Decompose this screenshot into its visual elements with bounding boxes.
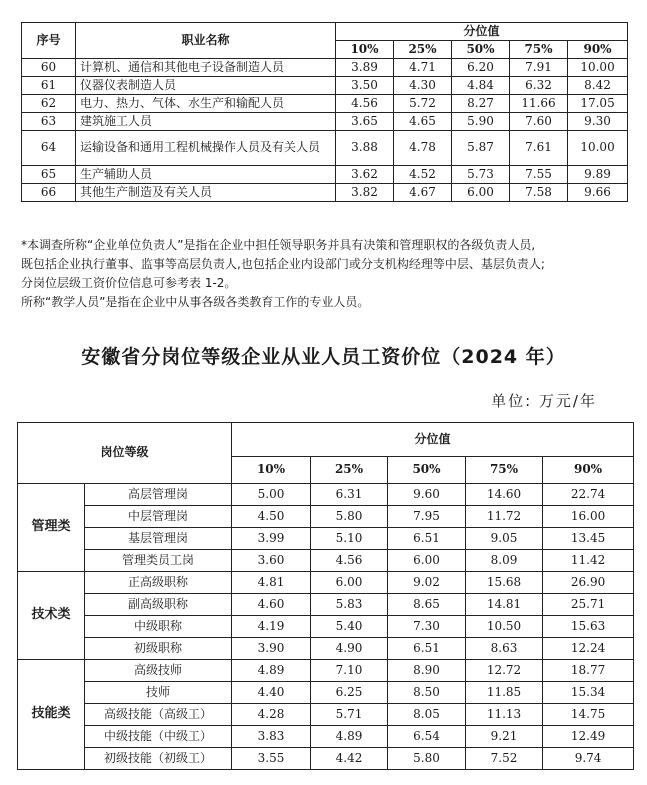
table-row: [18, 506, 634, 528]
header2-p50: 50%: [388, 457, 466, 484]
value-cell: 8.50: [388, 682, 466, 704]
value-cell: 4.67: [394, 184, 452, 202]
header-p10: 10%: [336, 41, 394, 59]
level-name-cell: 初级职称: [85, 638, 232, 660]
value-cell: 3.60: [232, 550, 311, 572]
table-row: [18, 528, 634, 550]
occupation-cell: 计算机、通信和其他电子设备制造人员: [76, 59, 336, 77]
value-cell: 3.62: [336, 166, 394, 184]
value-cell: 5.90: [452, 113, 510, 131]
value-cell: 3.89: [336, 59, 394, 77]
level-name-cell: 中级技能（中级工）: [85, 726, 232, 748]
table-row: [22, 113, 628, 131]
occupation-cell: 运输设备和通用工程机械操作人员及有关人员: [76, 131, 336, 166]
occupation-cell: 电力、热力、气体、水生产和输配人员: [76, 95, 336, 113]
level-name-cell: 管理类员工岗: [85, 550, 232, 572]
value-cell: 9.66: [568, 184, 628, 202]
level-name-cell: 正高级职称: [85, 572, 232, 594]
value-cell: 6.20: [452, 59, 510, 77]
table-row: [18, 594, 634, 616]
header2-p10: 10%: [232, 457, 311, 484]
value-cell: 5.73: [452, 166, 510, 184]
header-p25: 25%: [394, 41, 452, 59]
value-cell: 14.81: [466, 594, 543, 616]
value-cell: 5.40: [311, 616, 388, 638]
value-cell: 12.49: [543, 726, 634, 748]
note-line-3: 分岗位层级工资价位信息可参考表 1-2。: [21, 276, 237, 290]
value-cell: 5.80: [311, 506, 388, 528]
value-cell: 8.65: [388, 594, 466, 616]
value-cell: 8.42: [568, 77, 628, 95]
value-cell: 9.60: [388, 484, 466, 506]
occupation-wage-table: [21, 22, 628, 202]
value-cell: 4.60: [232, 594, 311, 616]
level-name-cell: 中级职称: [85, 616, 232, 638]
value-cell: 4.42: [311, 748, 388, 770]
value-cell: 6.00: [452, 184, 510, 202]
value-cell: 11.66: [510, 95, 568, 113]
occupation-cell: 其他生产制造及有关人员: [76, 184, 336, 202]
level-name-cell: 技师: [85, 682, 232, 704]
value-cell: 4.89: [232, 660, 311, 682]
table-row: [22, 77, 628, 95]
value-cell: 18.77: [543, 660, 634, 682]
header-percentiles-2: 分位值: [232, 423, 634, 457]
value-cell: 10.00: [568, 59, 628, 77]
value-cell: 9.89: [568, 166, 628, 184]
value-cell: 5.10: [311, 528, 388, 550]
value-cell: 3.55: [232, 748, 311, 770]
value-cell: 7.30: [388, 616, 466, 638]
header-position-level: 岗位等级: [18, 423, 232, 484]
header-p50: 50%: [452, 41, 510, 59]
table-row: [18, 572, 634, 594]
value-cell: 22.74: [543, 484, 634, 506]
value-cell: 3.65: [336, 113, 394, 131]
value-cell: 6.54: [388, 726, 466, 748]
category-cell: 管理类: [18, 484, 85, 572]
value-cell: 4.40: [232, 682, 311, 704]
seq-cell: 64: [22, 131, 76, 166]
occupation-cell: 建筑施工人员: [76, 113, 336, 131]
seq-cell: 63: [22, 113, 76, 131]
table-row: [18, 704, 634, 726]
value-cell: 4.90: [311, 638, 388, 660]
value-cell: 9.21: [466, 726, 543, 748]
page-title: 安徽省分岗位等级企业从业人员工资价位（2024 年）: [81, 346, 566, 368]
value-cell: 7.58: [510, 184, 568, 202]
value-cell: 4.30: [394, 77, 452, 95]
level-name-cell: 初级技能（初级工）: [85, 748, 232, 770]
header-occupation: 职业名称: [76, 23, 336, 59]
value-cell: 6.51: [388, 638, 466, 660]
table-row: [22, 166, 628, 184]
value-cell: 11.42: [543, 550, 634, 572]
level-name-cell: 高级技能（高级工）: [85, 704, 232, 726]
table-row: [18, 726, 634, 748]
value-cell: 4.65: [394, 113, 452, 131]
value-cell: 7.95: [388, 506, 466, 528]
table-row: [22, 184, 628, 202]
table-row: [18, 660, 634, 682]
value-cell: 6.00: [311, 572, 388, 594]
value-cell: 17.05: [568, 95, 628, 113]
table-row: [18, 638, 634, 660]
level-name-cell: 高层管理岗: [85, 484, 232, 506]
header2-p25: 25%: [311, 457, 388, 484]
occupation-cell: 生产辅助人员: [76, 166, 336, 184]
value-cell: 14.60: [466, 484, 543, 506]
value-cell: 4.71: [394, 59, 452, 77]
value-cell: 6.25: [311, 682, 388, 704]
value-cell: 4.84: [452, 77, 510, 95]
value-cell: 4.19: [232, 616, 311, 638]
value-cell: 6.32: [510, 77, 568, 95]
level-name-cell: 中层管理岗: [85, 506, 232, 528]
value-cell: 7.61: [510, 131, 568, 166]
value-cell: 25.71: [543, 594, 634, 616]
table-row: [18, 484, 634, 506]
value-cell: 4.56: [336, 95, 394, 113]
value-cell: 7.55: [510, 166, 568, 184]
note-line-4: 所称“教学人员”是指在企业中从事各级各类教育工作的专业人员。: [21, 295, 370, 309]
value-cell: 4.89: [311, 726, 388, 748]
value-cell: 14.75: [543, 704, 634, 726]
value-cell: 11.72: [466, 506, 543, 528]
value-cell: 10.50: [466, 616, 543, 638]
header-p90: 90%: [568, 41, 628, 59]
value-cell: 11.85: [466, 682, 543, 704]
value-cell: 5.80: [388, 748, 466, 770]
value-cell: 5.87: [452, 131, 510, 166]
header-p75: 75%: [510, 41, 568, 59]
value-cell: 15.68: [466, 572, 543, 594]
header2-p90: 90%: [543, 457, 634, 484]
value-cell: 7.60: [510, 113, 568, 131]
note-line-1: *本调查所称“企业单位负责人”是指在企业中担任领导职务并具有决策和管理职权的各级负责人员,: [21, 238, 536, 252]
value-cell: 6.31: [311, 484, 388, 506]
value-cell: 9.02: [388, 572, 466, 594]
value-cell: 3.88: [336, 131, 394, 166]
note-line-2: 既包括企业执行董事、监事等高层负责人,也包括企业内设部门或分支机构经理等中层、基层负责人;: [21, 257, 545, 271]
value-cell: 3.99: [232, 528, 311, 550]
value-cell: 9.05: [466, 528, 543, 550]
value-cell: 5.00: [232, 484, 311, 506]
value-cell: 15.63: [543, 616, 634, 638]
value-cell: 26.90: [543, 572, 634, 594]
value-cell: 4.50: [232, 506, 311, 528]
header2-p75: 75%: [466, 457, 543, 484]
value-cell: 6.51: [388, 528, 466, 550]
category-cell: 技术类: [18, 572, 85, 660]
seq-cell: 66: [22, 184, 76, 202]
table-row: [18, 748, 634, 770]
value-cell: 3.82: [336, 184, 394, 202]
value-cell: 4.56: [311, 550, 388, 572]
value-cell: 9.74: [543, 748, 634, 770]
table-row: [18, 550, 634, 572]
value-cell: 10.00: [568, 131, 628, 166]
seq-cell: 60: [22, 59, 76, 77]
occupation-cell: 仪器仪表制造人员: [76, 77, 336, 95]
value-cell: 4.52: [394, 166, 452, 184]
value-cell: 8.90: [388, 660, 466, 682]
value-cell: 7.91: [510, 59, 568, 77]
header-seq: 序号: [22, 23, 76, 59]
level-name-cell: 高级技师: [85, 660, 232, 682]
value-cell: 8.63: [466, 638, 543, 660]
table-row: [22, 95, 628, 113]
table-row: [18, 682, 634, 704]
value-cell: 5.71: [311, 704, 388, 726]
value-cell: 8.09: [466, 550, 543, 572]
value-cell: 5.83: [311, 594, 388, 616]
category-cell: 技能类: [18, 660, 85, 770]
value-cell: 9.30: [568, 113, 628, 131]
value-cell: 7.10: [311, 660, 388, 682]
value-cell: 13.45: [543, 528, 634, 550]
value-cell: 3.50: [336, 77, 394, 95]
value-cell: 5.72: [394, 95, 452, 113]
table-row: [18, 616, 634, 638]
level-name-cell: 副高级职称: [85, 594, 232, 616]
value-cell: 12.24: [543, 638, 634, 660]
value-cell: 3.90: [232, 638, 311, 660]
seq-cell: 61: [22, 77, 76, 95]
position-level-wage-table: [17, 422, 634, 770]
value-cell: 3.83: [232, 726, 311, 748]
table-row: [22, 59, 628, 77]
value-cell: 4.28: [232, 704, 311, 726]
value-cell: 4.78: [394, 131, 452, 166]
value-cell: 4.81: [232, 572, 311, 594]
unit-label: 单位: 万元/年: [491, 392, 597, 410]
seq-cell: 62: [22, 95, 76, 113]
value-cell: 8.27: [452, 95, 510, 113]
value-cell: 12.72: [466, 660, 543, 682]
value-cell: 8.05: [388, 704, 466, 726]
seq-cell: 65: [22, 166, 76, 184]
value-cell: 16.00: [543, 506, 634, 528]
table-row: [22, 131, 628, 166]
value-cell: 6.00: [388, 550, 466, 572]
value-cell: 11.13: [466, 704, 543, 726]
header-percentiles: 分位值: [336, 23, 628, 41]
value-cell: 7.52: [466, 748, 543, 770]
value-cell: 15.34: [543, 682, 634, 704]
level-name-cell: 基层管理岗: [85, 528, 232, 550]
